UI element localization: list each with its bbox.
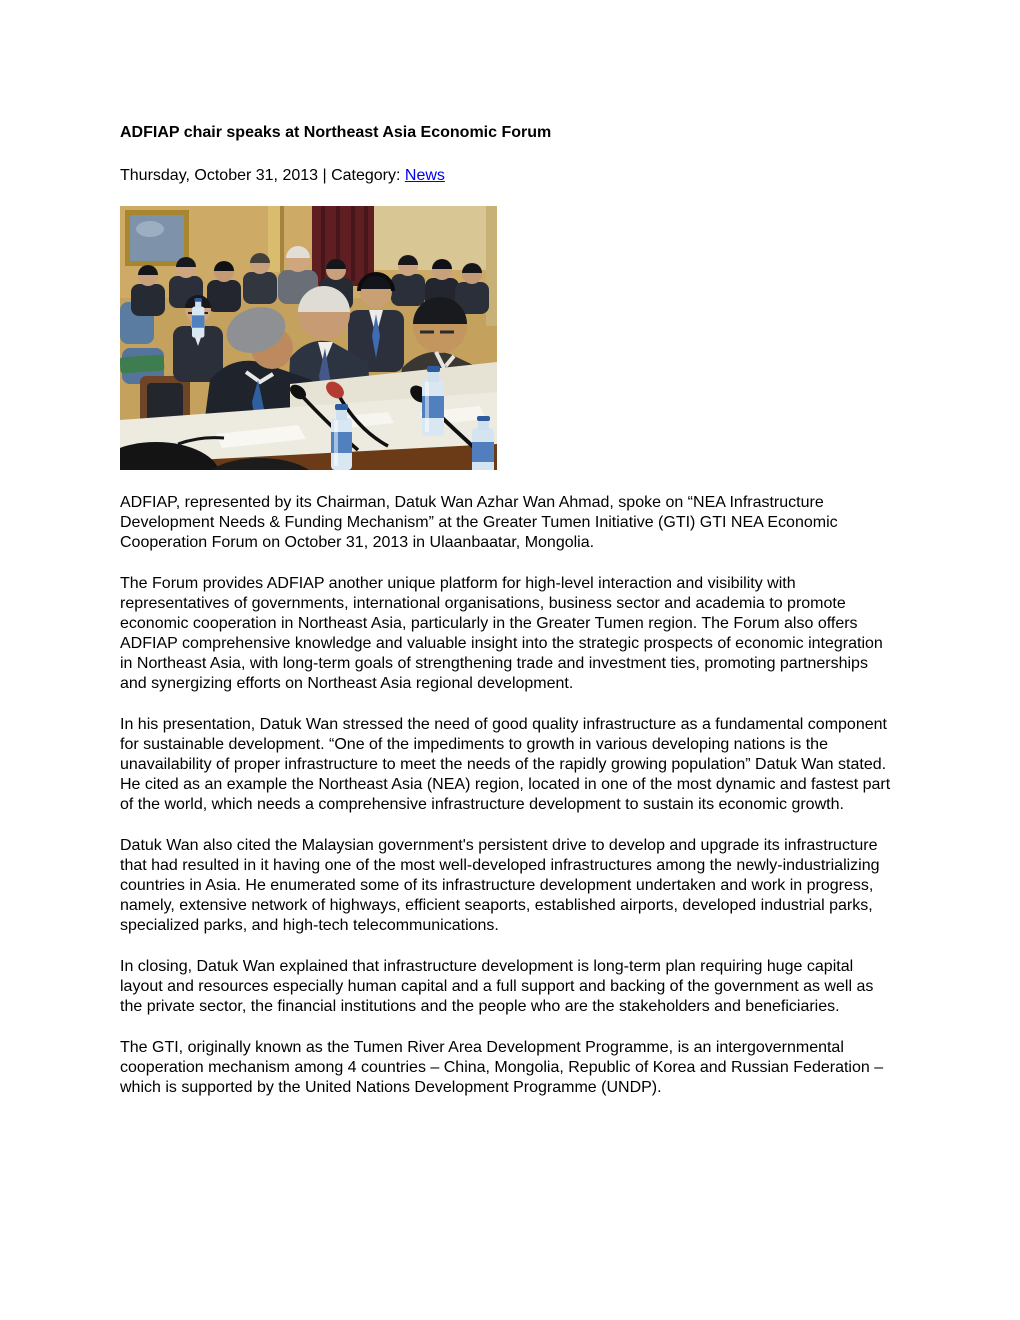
article-paragraph-1: ADFIAP, represented by its Chairman, Datuk Wan Azhar Wan Ahmad, spoke on “NEA Infrastructure Development Needs & Funding Mechanism” at the Greater Tumen Initiative (GTI) GTI NEA Economic Cooperation Forum on October 31, 2013 in Ulaanbaatar, Mongolia. <box>120 494 838 551</box>
article-date-category-text: Thursday, October 31, 2013 | Category: <box>120 167 405 184</box>
article-meta-line <box>120 166 900 185</box>
article-paragraph-6: The GTI, originally known as the Tumen River Area Development Programme, is an intergovernmental cooperation mechanism among 4 countries – China, Mongolia, Republic of Korea and Russian Federation – which is supported by the United Nations Development Programme (UNDP). <box>120 1039 884 1096</box>
conference-photo-illustration <box>120 206 497 470</box>
article-paragraph-4: Datuk Wan also cited the Malaysian government's persistent drive to develop and upgrade its infrastructure that had resulted in it having one of the most well-developed infrastructures among the newly-industrializing countries in Asia. He enumerated some of its infrastructure development undertaken and work in progress, namely, extensive network of highways, efficient seaports, established airports, developed industrial parks, specialized parks, and high-tech telecommunications. <box>120 837 880 934</box>
article-body <box>120 493 900 1098</box>
article-paragraph-3: In his presentation, Datuk Wan stressed the need of good quality infrastructure as a fundamental component for sustainable development. “One of the impediments to growth in various developing nations is the unavailability of proper infrastructure to meet the needs of the rapidly growing population” Datuk Wan stated. He cited as an example the Northeast Asia (NEA) region, located in one of the most dynamic and fastest part of the world, which needs a comprehensive infrastructure development to sustain its economic growth. <box>120 716 891 813</box>
article-paragraph-5: In closing, Datuk Wan explained that infrastructure development is long-term plan requiring huge capital layout and resources especially human capital and a full support and backing of the government as well as the private sector, the financial institutions and the people who are the stakeholders and beneficiaries. <box>120 958 874 1015</box>
article-paragraph-2: The Forum provides ADFIAP another unique platform for high-level interaction and visibility with representatives of governments, international organisations, business sector and academia to promote economic cooperation in Northeast Asia, particularly in the Greater Tumen region. The Forum also offers ADFIAP comprehensive knowledge and valuable insight into the strategic prospects of economic integration in Northeast Asia, with long-term goals of strengthening trade and investment ties, promoting partnerships and synergizing efforts on Northeast Asia regional development. <box>120 575 883 692</box>
article-title: ADFIAP chair speaks at Northeast Asia Economic Forum <box>120 124 552 141</box>
category-link-news[interactable]: News <box>404 167 445 184</box>
article-photo <box>120 206 497 470</box>
